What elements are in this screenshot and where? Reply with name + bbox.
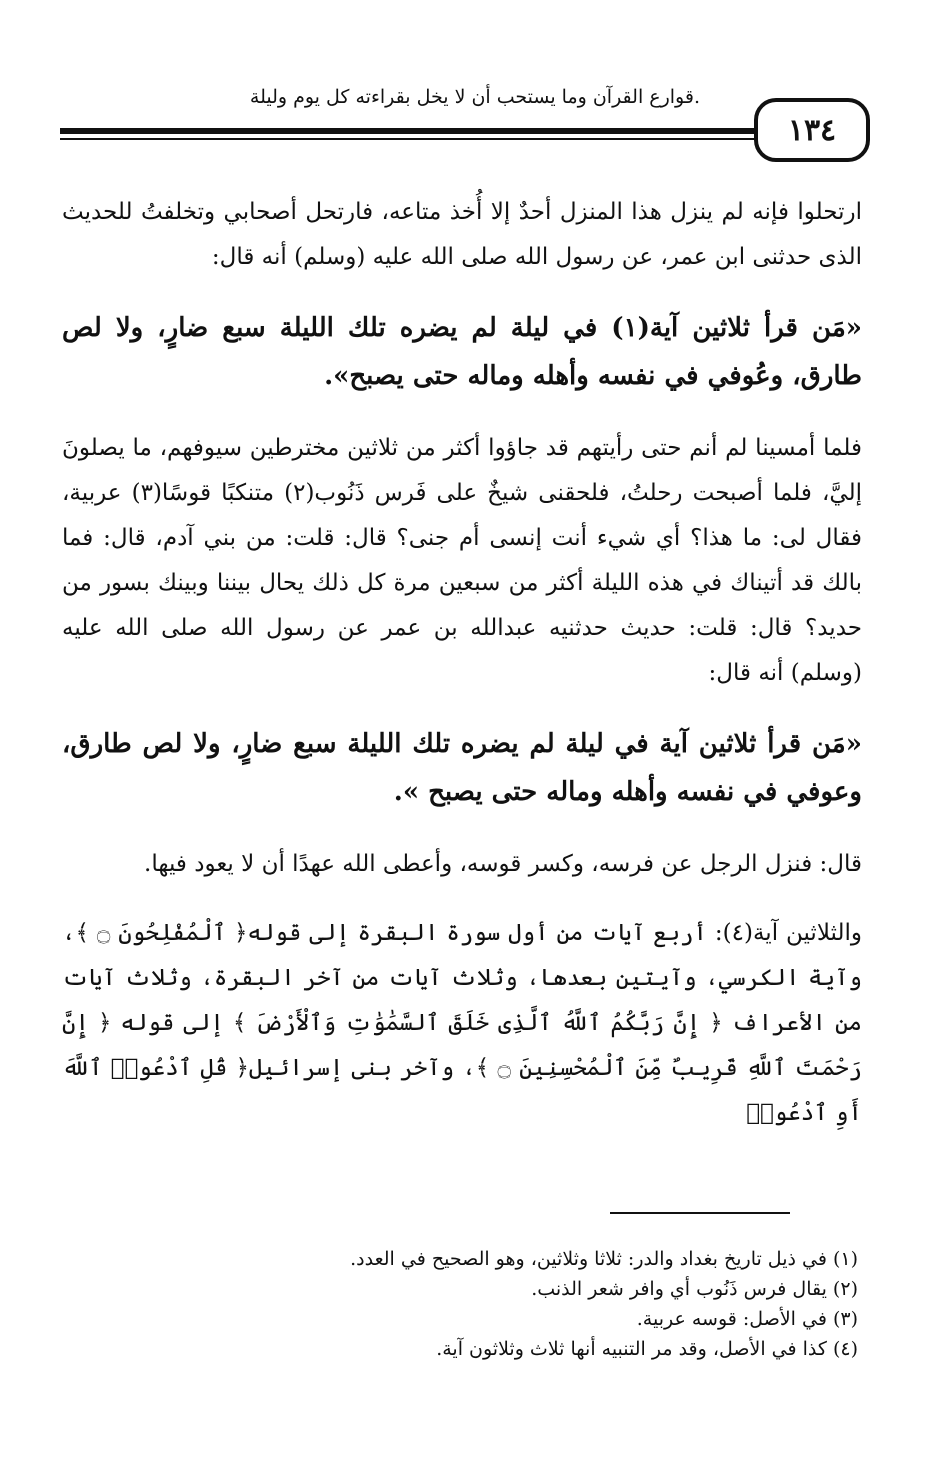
hadith-quote: «مَن قرأ ثلاثين آية(١) في ليلة لم يضره تلك الليلة سبع ضارٍ، ولا لص طارق، وعُوفي في نفسه وأهله وماله حتى يصبح». [62,313,863,391]
page-number: ١٣٤ [754,98,870,162]
header-rule-thick [60,128,760,134]
header-rule-thin [60,138,760,140]
paragraph: والثلاثين آية(٤): أربع آيات من أول سورة البقرة إلى قوله﴿ ٱلْمُفْلِحُونَ ۝ ﴾، وآية الكرسي، وآيتين بعدها، وثلاث آيات من آخر البقرة، وثلاث آيات من الأعراف ﴿ إِنَّ رَبَّكُمُ ٱللَّهُ ٱلَّذِى خَلَقَ ٱلسَّمَٰوَٰتِ وَٱلْأَرْضَ ﴾ إلى قوله ﴿ إِنَّ رَحْمَتَ ٱللَّهِ قَرِيبٌ مِّنَ ٱلْمُحْسِنِينَ ۝ ﴾، وآخر بنى إسرائيل﴿ قُلِ ٱدْعُوا۟ ٱللَّهَ أَوِ ٱدْعُوا۟ [62,920,862,1126]
footnote: (٣) في الأصل: قوسه عربية. [636,1308,858,1330]
footnote-separator [610,1212,790,1214]
running-title: .قوارع القرآن وما يستحب أن لا يخل بقراءته كل يوم وليلة [249,86,700,108]
footnote: (٤) كذا في الأصل، وقد مر التنبيه أنها ثلاث وثلاثون آية. [436,1338,858,1360]
hadith-quote: «مَن قرأ ثلاثين آية في ليلة لم يضره تلك الليلة سبع ضارٍ، ولا لص طارق، وعوفي في نفسه وأهله وماله حتى يصبح ». [62,729,862,807]
paragraph: قال: فنزل الرجل عن فرسه، وكسر قوسه، وأعطى الله عهدًا أن لا يعود فيها. [144,851,862,877]
page-header [60,78,880,158]
paragraph: ارتحلوا فإنه لم ينزل هذا المنزل أحدٌ إلا أُخذ متاعه، فارتحل أصحابي وتخلفتُ للحديث الذى حدثنى ابن عمر، عن رسول الله صلى الله عليه (وسلم) أنه قال: [62,199,862,270]
main-text [62,190,862,1160]
footnote: (٢) يقال فرس ذَنُوب أي وافر شعر الذنب. [531,1278,858,1300]
footnote: (١) في ذيل تاريخ بغداد والدر: ثلاثا وثلاثين، وهو الصحيح في العدد. [350,1248,858,1270]
paragraph: فلما أمسينا لم أنم حتى رأيتهم قد جاؤوا أكثر من ثلاثين مخترطين سيوفهم، ما يصلونَ إليَّ، فلما أصبحت رحلتُ، فلحقنى شيخٌ على فَرس ذَنُوب(٢) متنكبًا قوسًا(٣) عربية، فقال لى: ما هذا؟ أي شيء أنت إنسى أم جنى؟ قال: قلت: من بني آدم، قال: فما بالك قد أتيناك في هذه الليلة أكثر من سبعين مرة كل ذلك يحال بيننا وبينك بسور من حديد؟ قال: قلت: حديث حدثنيه عبدالله بن عمر عن رسول الله صلى الله عليه (وسلم) أنه قال: [62,435,862,686]
footnotes [138,1244,858,1364]
